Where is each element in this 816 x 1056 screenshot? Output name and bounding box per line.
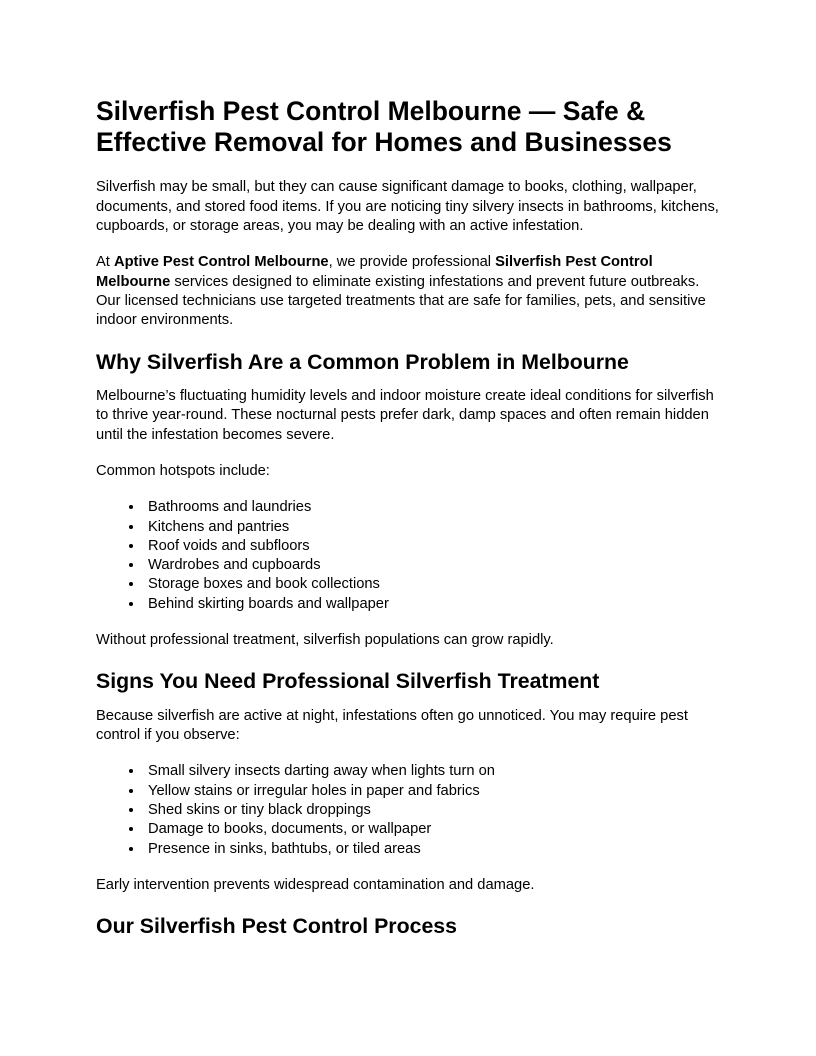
list-item: • Roof voids and subfloors bbox=[144, 537, 720, 556]
list-item: • Small silvery insects darting away when lights turn on bbox=[144, 762, 720, 781]
section-heading-process: Our Silverfish Pest Control Process bbox=[96, 914, 457, 939]
list-item: • Behind skirting boards and wallpaper bbox=[144, 595, 720, 614]
list-item: • Yellow stains or irregular holes in paper and fabrics bbox=[144, 782, 720, 801]
list-item: • Presence in sinks, bathtubs, or tiled areas bbox=[144, 840, 720, 859]
text-segment: At bbox=[96, 254, 114, 271]
intro-paragraph: Silverfish may be small, but they can cause significant damage to books, clothing, wallpaper, documents, and stored food items. If you are noticing tiny silvery insects in bathrooms, kitchens, cupboards, or storage areas, you may be dealing with an active infestation. bbox=[96, 179, 719, 235]
without-treatment-paragraph: Without professional treatment, silverfish populations can grow rapidly. bbox=[96, 632, 554, 648]
brand-name-bold: Aptive Pest Control Melbourne bbox=[113, 254, 329, 271]
list-item: • Kitchens and pantries bbox=[144, 518, 720, 537]
section-heading-why-silverfish: Why Silverfish Are a Common Problem in Melbourne bbox=[96, 349, 629, 374]
text-segment: services designed to eliminate existing infestations and prevent future outbreaks. Our licensed technicians use targeted treatments that are safe for families, pets, and sensitive indoor environments. bbox=[96, 273, 706, 329]
text-segment: , we provide professional bbox=[328, 254, 496, 271]
list-item: • Storage boxes and book collections bbox=[144, 575, 720, 594]
hotspots-list bbox=[96, 498, 720, 614]
list-item: • Shed skins or tiny black droppings bbox=[144, 801, 720, 820]
signs-intro-paragraph: Because silverfish are active at night, infestations often go unnoticed. You may require pest control if you observe: bbox=[96, 707, 688, 744]
early-intervention-paragraph: Early intervention prevents widespread contamination and damage. bbox=[96, 876, 535, 893]
services-paragraph bbox=[96, 253, 720, 330]
service-name-bold: Silverfish Pest Control Melbourne bbox=[96, 254, 653, 290]
list-item: • Damage to books, documents, or wallpaper bbox=[144, 820, 720, 839]
hotspots-intro-paragraph: Common hotspots include: bbox=[96, 462, 270, 479]
why-paragraph: Melbourne’s fluctuating humidity levels and indoor moisture create ideal conditions for silverfish to thrive year-round. These nocturnal pests prefer dark, damp spaces and often remain hidden until the infestation becomes severe. bbox=[96, 388, 714, 443]
page-title: Silverfish Pest Control Melbourne — Safe & Effective Removal for Homes and Businesses bbox=[96, 96, 672, 157]
section-heading-signs: Signs You Need Professional Silverfish Treatment bbox=[96, 669, 600, 694]
list-item: • Bathrooms and laundries bbox=[144, 498, 720, 517]
signs-list bbox=[96, 762, 720, 858]
list-item: • Wardrobes and cupboards bbox=[144, 556, 720, 575]
